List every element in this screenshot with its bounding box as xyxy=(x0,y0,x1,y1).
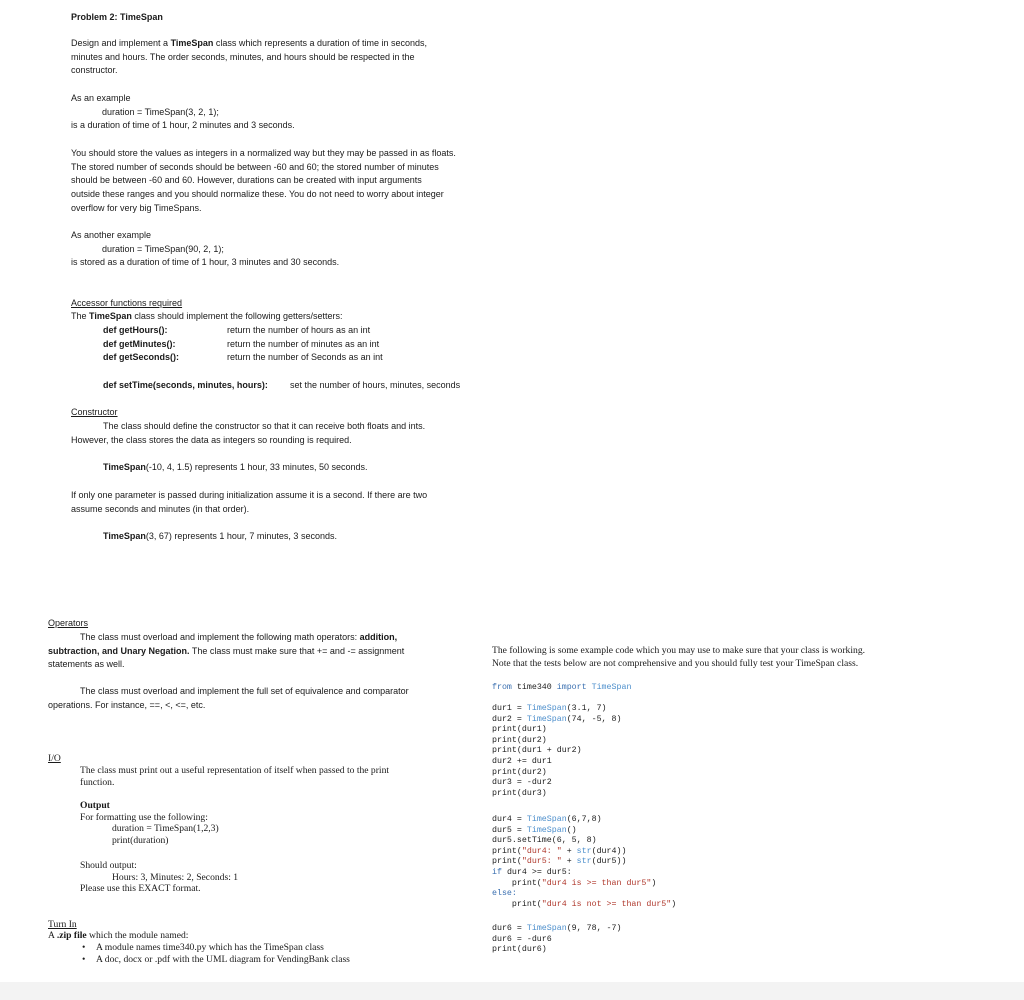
intro-paragraph: Design and implement a TimeSpan class which represents a duration of time in seconds, minutes and hours. The order seconds, minutes, and hours should be respected in the constructor. xyxy=(71,38,428,76)
code-block-2 xyxy=(492,815,676,910)
accessor-desc-minutes: return the number of minutes as an int xyxy=(227,339,380,349)
operators-line-1: The class must overload and implement the following math operators: addition, xyxy=(80,632,398,642)
code-line: print(dur2) xyxy=(492,735,547,745)
page-title: Problem 2: TimeSpan xyxy=(71,12,163,22)
setter-sig: def setTime(seconds, minutes, hours): xyxy=(103,380,268,390)
code-block-1 xyxy=(492,704,621,799)
accessors-heading: Accessor functions required xyxy=(71,298,183,308)
code-line: dur2 += dur1 xyxy=(492,756,552,766)
constructor-example-1: TimeSpan(-10, 4, 1.5) represents 1 hour, 33 minutes, 50 seconds. xyxy=(103,462,368,472)
accessor-desc-seconds: return the number of Seconds as an int xyxy=(227,352,383,362)
code-line: if dur4 >= dur5: xyxy=(492,867,572,877)
output-heading: Output xyxy=(80,800,110,811)
operators-heading: Operators xyxy=(48,618,89,628)
code-line: dur4 = TimeSpan(6,7,8) xyxy=(492,815,602,824)
comparators-line-2: operations. For instance, ==, <, <=, etc. xyxy=(48,700,206,710)
accessors-intro: The TimeSpan class should implement the following getters/setters: xyxy=(71,311,343,321)
code-line: dur3 = -dur2 xyxy=(492,778,552,788)
example-code-intro: The following is some example code which you may use to make sure that your class is working. Note that the tests below are not comprehensive and you should fully test your TimeSpan class. xyxy=(492,645,866,669)
operators-line-3: statements as well. xyxy=(48,659,125,669)
constructor-line-1: The class should define the constructor so that it can receive both floats and ints. xyxy=(103,421,426,431)
normalize-paragraph: You should store the values as integers in a normalized way but they may be passed in as floats. The stored number of seconds should be between -60 and 60; the stored number of minutes should be between -60 and 60. However, durations can be created with input arguments outside these ranges and you should normalize these. You do not need to worry about integer overflow for very big TimeSpans. xyxy=(71,148,456,213)
code-line: dur5.setTime(6, 5, 8) xyxy=(492,836,597,846)
code-line: else: xyxy=(492,889,517,899)
io-expected-output: Should output: Hours: 3, Minutes: 2, Seconds: 1 Please use this EXACT format. xyxy=(80,860,239,895)
constructor-heading: Constructor xyxy=(71,407,118,417)
turnin-heading: Turn In xyxy=(48,919,77,930)
accessor-sig-seconds: def getSeconds(): xyxy=(103,352,180,362)
code-line: print(dur6) xyxy=(492,945,547,955)
comparators-line-1: The class must overload and implement the full set of equivalence and comparator xyxy=(80,686,409,696)
io-output-section: Output For formatting use the following: duration = TimeSpan(1,2,3) print(duration) xyxy=(80,800,219,846)
expected-output-text: Hours: 3, Minutes: 2, Seconds: 1 xyxy=(112,871,239,883)
list-item: • A doc, docx or .pdf with the UML diagram for VendingBank class xyxy=(80,954,350,966)
io-heading: I/O xyxy=(48,753,61,764)
output-code-1: duration = TimeSpan(1,2,3) xyxy=(112,823,219,835)
turnin-intro: A .zip file which the module named: xyxy=(48,930,189,941)
accessor-desc-hours: return the number of hours as an int xyxy=(227,325,371,335)
constructor-example-2: TimeSpan(3, 67) represents 1 hour, 7 minutes, 3 seconds. xyxy=(103,531,337,541)
accessor-sig-minutes: def getMinutes(): xyxy=(103,339,176,349)
code-line: print(dur3) xyxy=(492,788,547,798)
code-line: print("dur5: " + str(dur5)) xyxy=(492,857,627,867)
bottom-bar xyxy=(0,982,1024,1000)
output-code-2: print(duration) xyxy=(112,834,169,846)
io-paragraph: The class must print out a useful representation of itself when passed to the print function. xyxy=(80,765,390,788)
code-line: dur1 = TimeSpan(3.1, 7) xyxy=(492,704,607,713)
code-line: print(dur1 + dur2) xyxy=(492,746,582,756)
code-block-3 xyxy=(492,924,621,956)
code-line: print("dur4: " + str(dur4)) xyxy=(492,846,627,856)
accessor-sig-hours: def getHours(): xyxy=(103,325,168,335)
code-line: dur6 = -dur6 xyxy=(492,934,552,944)
code-line: print(dur2) xyxy=(492,767,547,777)
code-line: print(dur1) xyxy=(492,725,547,735)
turnin-list xyxy=(80,942,350,966)
code-line: print("dur4 is >= than dur5") xyxy=(492,878,657,888)
operators-line-2: subtraction, and Unary Negation. The class must make sure that += and -= assignment xyxy=(48,646,405,656)
example-2: As another example duration = TimeSpan(90, 2, 1); is stored as a duration of time of 1 hour, 3 minutes and 30 seconds. xyxy=(71,230,340,268)
code-line: dur6 = TimeSpan(9, 78, -7) xyxy=(492,924,622,933)
example-1: As an example duration = TimeSpan(3, 2, 1); is a duration of time of 1 hour, 2 minutes and 3 seconds. xyxy=(71,93,295,131)
code-line: dur2 = TimeSpan(74, -5, 8) xyxy=(492,714,622,724)
list-item: • A module names time340.py which has the TimeSpan class xyxy=(80,942,350,954)
constructor-params: If only one parameter is passed during initialization assume it is a second. If there are two assume seconds and minutes (in that order). xyxy=(71,490,428,514)
code-import-line: from time340 import TimeSpan xyxy=(492,683,632,692)
code-line: print("dur4 is not >= than dur5") xyxy=(492,899,677,909)
example-1-code: duration = TimeSpan(3, 2, 1); xyxy=(102,106,219,117)
constructor-line-2: However, the class stores the data as integers so rounding is required. xyxy=(71,435,352,445)
setter-desc: set the number of hours, minutes, seconds xyxy=(290,380,461,390)
example-2-code: duration = TimeSpan(90, 2, 1); xyxy=(102,243,224,254)
code-line: dur5 = TimeSpan() xyxy=(492,825,577,835)
